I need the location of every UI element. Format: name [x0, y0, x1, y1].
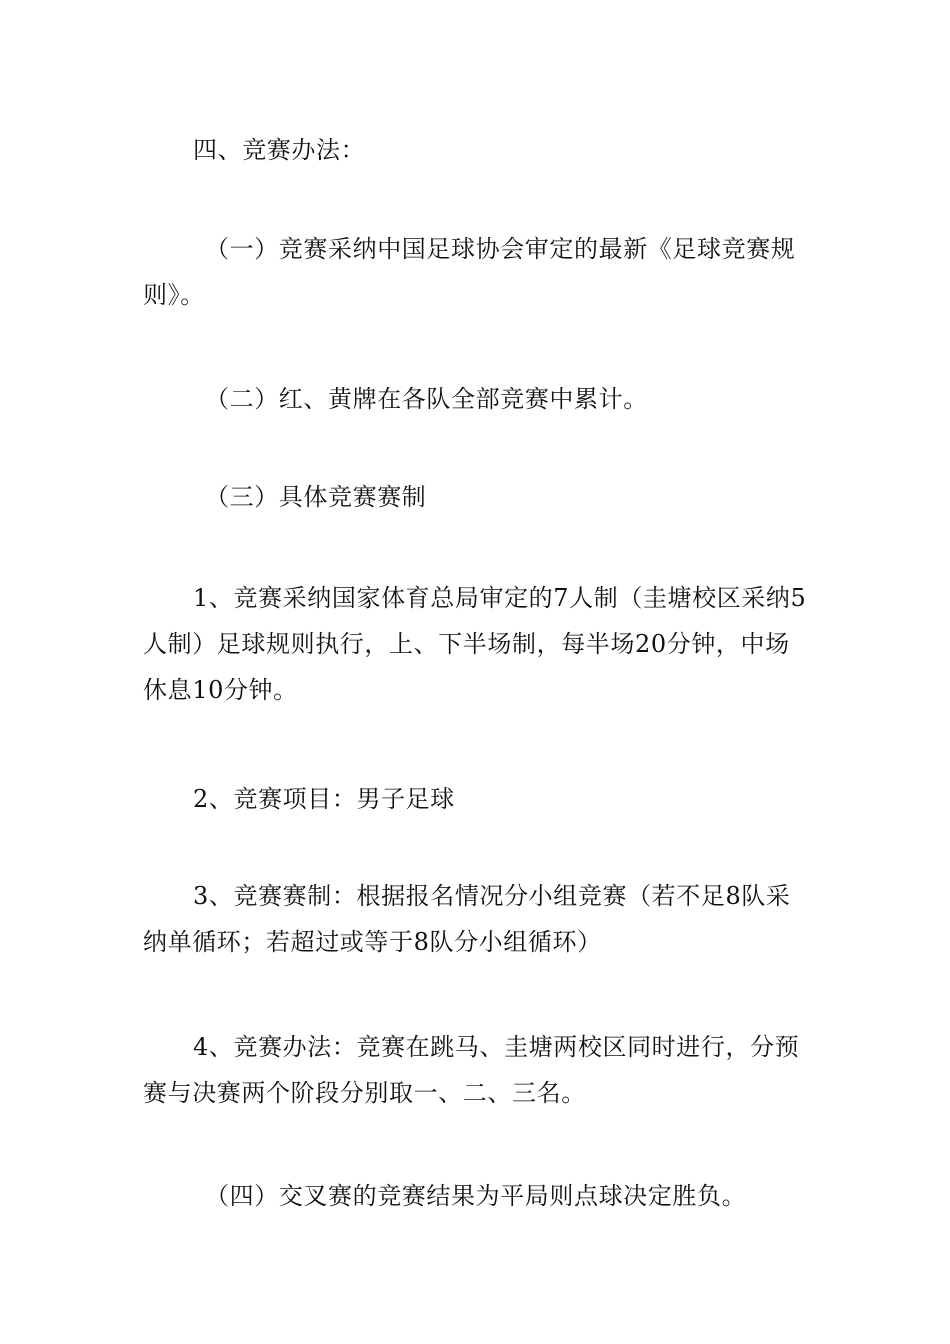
rule-item-4: （四）交叉赛的竞赛结果为平局则点球决定胜负。: [205, 1182, 747, 1210]
section-heading: 四、竞赛办法：: [193, 136, 366, 164]
format-item-1: 1、竞赛采纳国家体育总局审定的7人制（圭塘校区采纳5人制）足球规则执行，上、下半场制，每半场20分钟，中场休息10分钟。: [143, 584, 807, 704]
format-item-3: 3、竞赛赛制：根据报名情况分小组竞赛（若不足8队采纳单循环；若超过或等于8队分小组循环）: [143, 882, 791, 956]
rule-item-2: （二）红、黄牌在各队全部竞赛中累计。: [205, 385, 648, 413]
rule-item-1: （一）竞赛采纳中国足球协会审定的最新《足球竞赛规则》。: [143, 235, 796, 309]
format-item-4: 4、竞赛办法：竞赛在跳马、圭塘两校区同时进行，分预赛与决赛两个阶段分别取一、二、三名。: [143, 1033, 800, 1107]
format-item-2: 2、竞赛项目：男子足球: [193, 785, 455, 813]
rule-item-3: （三）具体竞赛赛制: [205, 483, 427, 511]
